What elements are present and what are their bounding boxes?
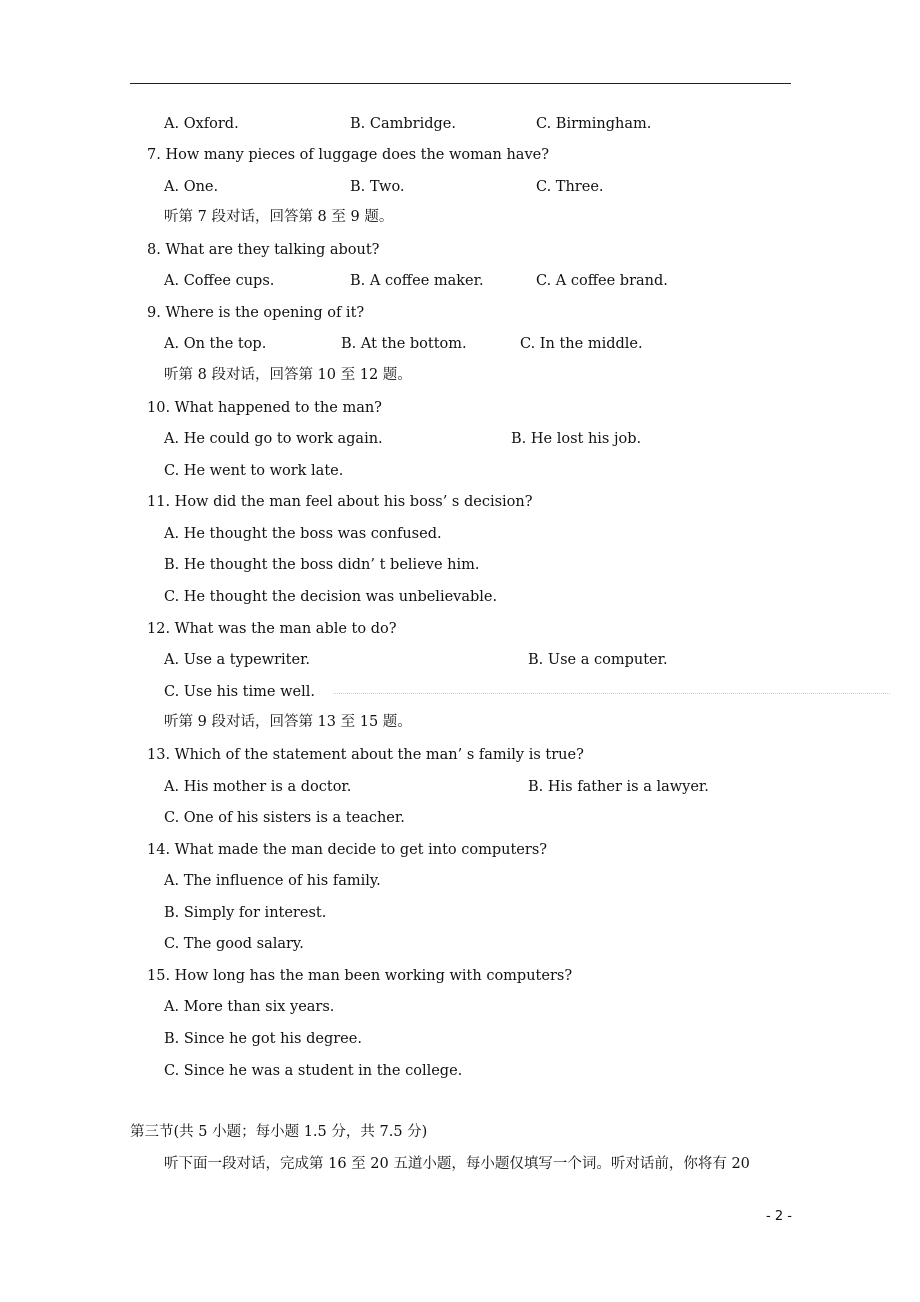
q12-option-b: B. Use a computer. xyxy=(528,652,668,668)
question-7: 7. How many pieces of luggage does the woman have? xyxy=(147,147,549,163)
q8-option-a: A. Coffee cups. xyxy=(164,273,275,289)
q13-option-c: C. One of his sisters is a teacher. xyxy=(164,810,405,826)
question-11: 11. How did the man feel about his boss’ s decision? xyxy=(147,494,533,510)
section-8-instruction: 听第 8 段对话，回答第 10 至 12 题。 xyxy=(164,367,412,383)
q11-option-b: B. He thought the boss didn’ t believe him. xyxy=(164,557,480,573)
header-rule xyxy=(130,83,791,84)
q7-option-c: C. Three. xyxy=(536,179,604,195)
part-3-heading: 第三节(共 5 小题；每小题 1.5 分，共 7.5 分) xyxy=(130,1124,428,1140)
q10-option-b: B. He lost his job. xyxy=(511,431,642,447)
q8-option-c: C. A coffee brand. xyxy=(536,273,668,289)
question-15: 15. How long has the man been working with computers? xyxy=(147,968,573,984)
part-3-instruction: 听下面一段对话，完成第 16 至 20 五道小题，每小题仅填写一个词。听对话前，你将有 20 xyxy=(164,1156,750,1172)
q6-option-b: B. Cambridge. xyxy=(350,116,456,132)
q15-option-b: B. Since he got his degree. xyxy=(164,1031,362,1047)
q13-option-a: A. His mother is a doctor. xyxy=(164,779,352,795)
q11-option-c: C. He thought the decision was unbelievable. xyxy=(164,589,498,605)
section-7-instruction: 听第 7 段对话，回答第 8 至 9 题。 xyxy=(164,209,394,225)
section-9-instruction: 听第 9 段对话，回答第 13 至 15 题。 xyxy=(164,714,412,730)
q14-option-c: C. The good salary. xyxy=(164,936,304,952)
q14-option-b: B. Simply for interest. xyxy=(164,905,327,921)
q15-option-c: C. Since he was a student in the college. xyxy=(164,1063,463,1079)
q10-option-a: A. He could go to work again. xyxy=(164,431,383,447)
question-13: 13. Which of the statement about the man’ s family is true? xyxy=(147,747,584,763)
q12-option-c: C. Use his time well. xyxy=(164,684,315,700)
q7-option-b: B. Two. xyxy=(350,179,405,195)
q7-option-a: A. One. xyxy=(164,179,219,195)
question-14: 14. What made the man decide to get into computers? xyxy=(147,842,548,858)
q15-option-a: A. More than six years. xyxy=(164,999,335,1015)
q12-option-a: A. Use a typewriter. xyxy=(164,652,311,668)
q9-option-a: A. On the top. xyxy=(164,336,267,352)
q6-option-a: A. Oxford. xyxy=(164,116,239,132)
question-9: 9. Where is the opening of it? xyxy=(147,305,365,321)
q13-option-b: B. His father is a lawyer. xyxy=(528,779,709,795)
q9-option-b: B. At the bottom. xyxy=(341,336,467,352)
q10-option-c: C. He went to work late. xyxy=(164,463,344,479)
q6-option-c: C. Birmingham. xyxy=(536,116,652,132)
page-number: - 2 - xyxy=(766,1209,792,1224)
q8-option-b: B. A coffee maker. xyxy=(350,273,484,289)
question-8: 8. What are they talking about? xyxy=(147,242,380,258)
dotted-divider xyxy=(333,693,890,694)
question-12: 12. What was the man able to do? xyxy=(147,621,397,637)
q9-option-c: C. In the middle. xyxy=(520,336,643,352)
question-10: 10. What happened to the man? xyxy=(147,400,382,416)
q11-option-a: A. He thought the boss was confused. xyxy=(164,526,442,542)
q14-option-a: A. The influence of his family. xyxy=(164,873,381,889)
